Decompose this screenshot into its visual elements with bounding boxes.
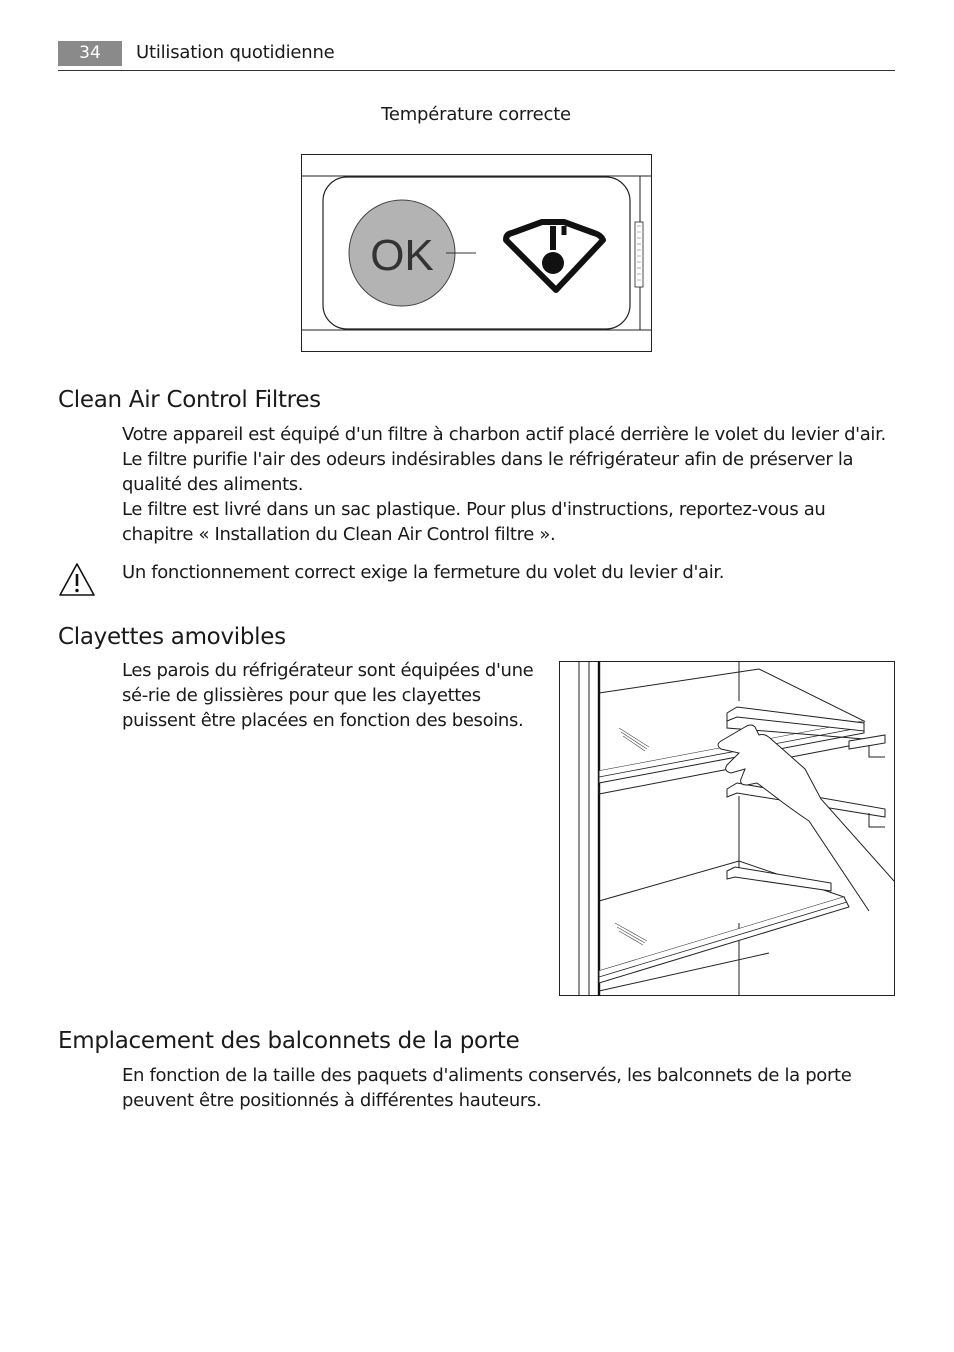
page-number: 34: [58, 41, 122, 66]
figure-caption: Température correcte: [381, 104, 571, 125]
shelves-title: Clayettes amovibles: [58, 624, 286, 650]
clean-air-paragraph-2: Le filtre purifie l'air des odeurs indésirables dans le réfrigérateur afin de préserver la qualité des aliments.: [122, 449, 854, 495]
shelves-paragraph: Les parois du réfrigérateur sont équipées d'une sé-rie de glissières pour que les clayettes puissent être placées en fonction des besoins.: [122, 660, 534, 731]
door-racks-title: Emplacement des balconnets de la porte: [58, 1028, 520, 1054]
clean-air-body: [122, 422, 897, 547]
warning-icon: [58, 562, 96, 598]
warning-text: Un fonctionnement correct exige la fermeture du volet du levier d'air.: [122, 562, 725, 583]
temperature-display-figure: [301, 154, 652, 352]
running-header: Utilisation quotidienne: [136, 42, 335, 63]
clean-air-paragraph-1: Votre appareil est équipé d'un filtre à charbon actif placé derrière le volet du levier d'air.: [122, 424, 886, 445]
shelves-illustration: [559, 661, 895, 997]
header-rule: [58, 70, 895, 71]
door-racks-paragraph: En fonction de la taille des paquets d'aliments conservés, les balconnets de la porte peuvent être positionnés à différentes hauteurs.: [122, 1065, 852, 1111]
ok-label: OK: [370, 231, 434, 280]
clean-air-title: Clean Air Control Filtres: [58, 387, 321, 413]
clean-air-paragraph-3: Le filtre est livré dans un sac plastique. Pour plus d'instructions, reportez-vous au chapitre « Installation du Clean Air Control filtre ».: [122, 499, 826, 545]
